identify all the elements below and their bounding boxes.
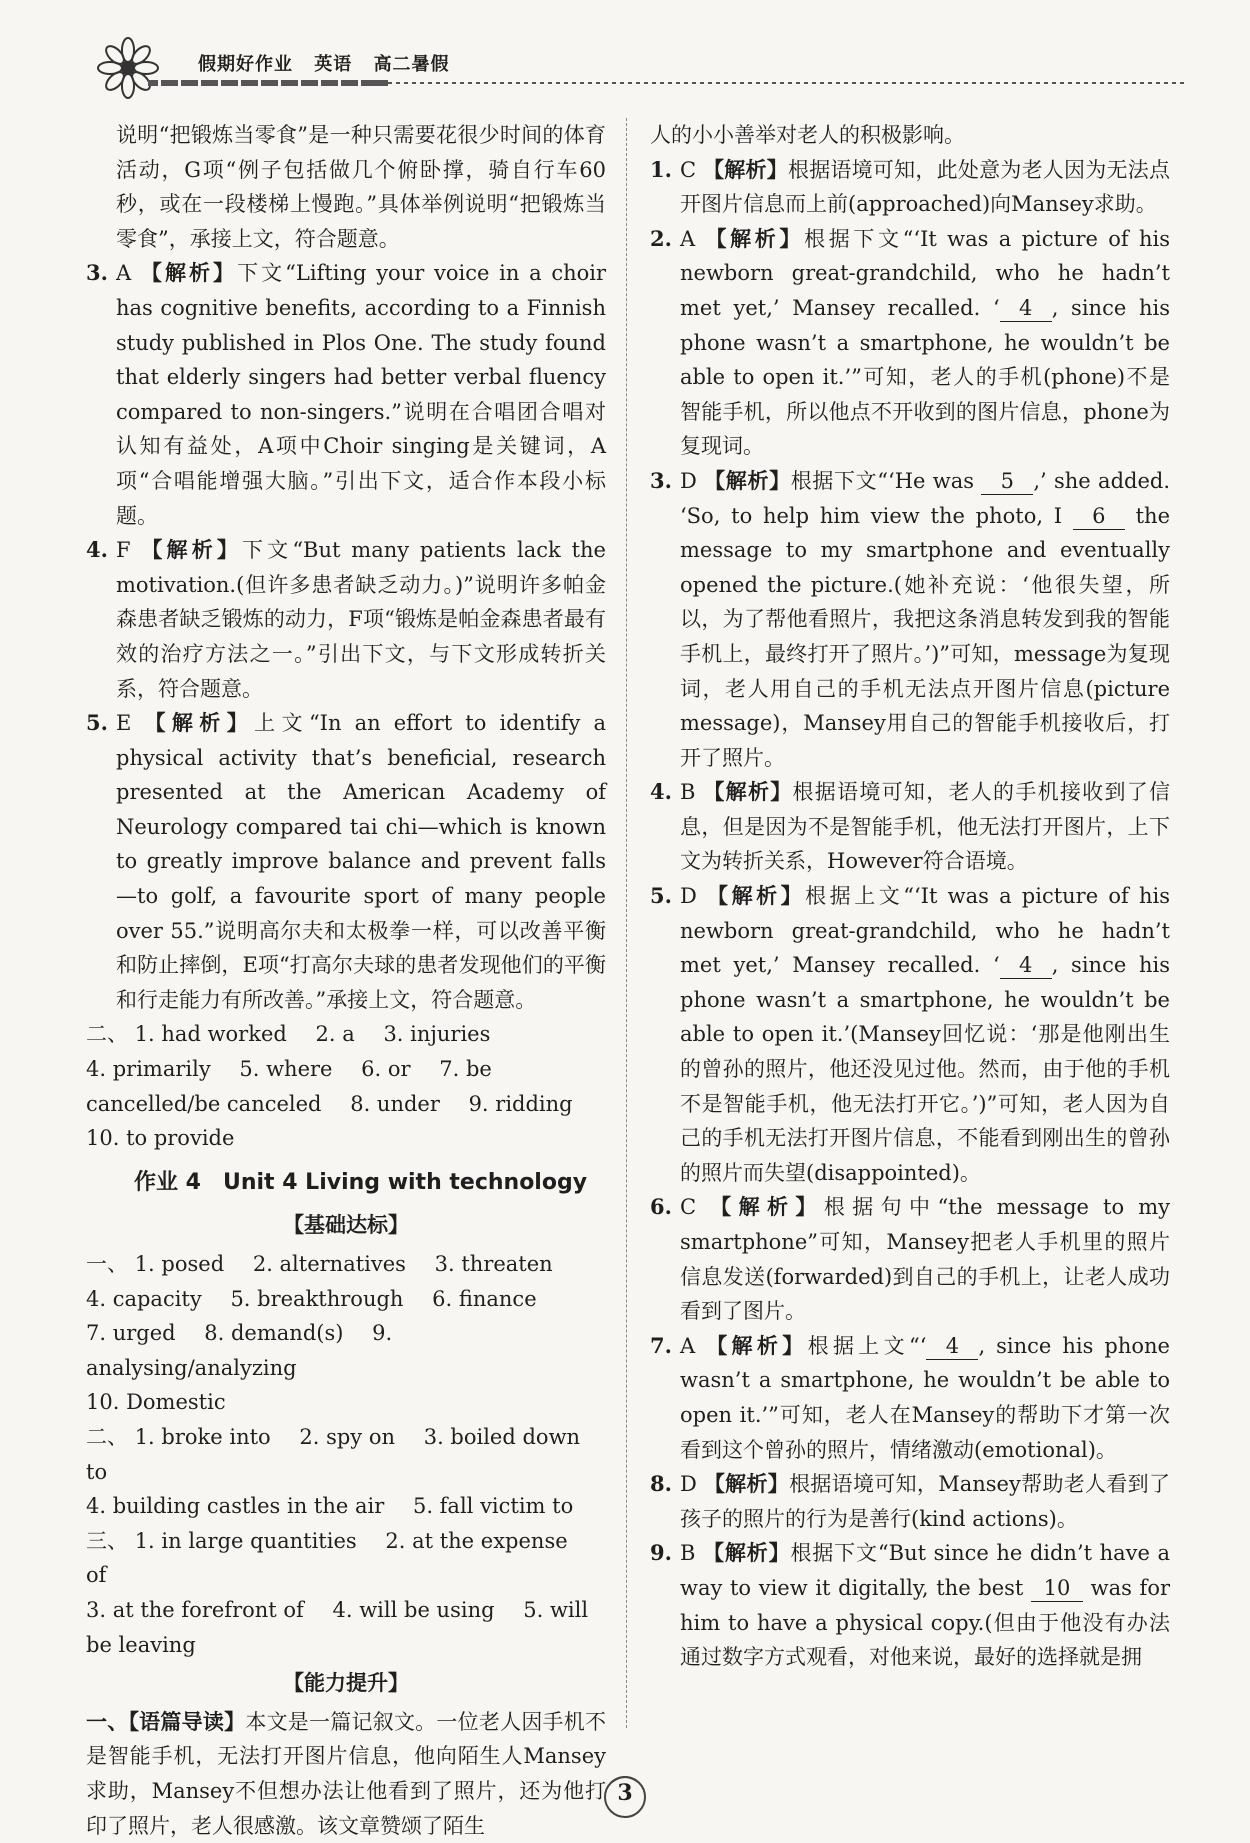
item-tag: 【解析】 [703,156,788,182]
left-item-4 [86,533,606,706]
page-header [88,36,1188,106]
item-number: 4. [86,537,108,563]
item-number: 3. [650,467,672,493]
item-number: 1. [650,156,672,182]
answer: 3. injuries [383,1022,491,1047]
answer: 1. broke into [134,1424,271,1449]
item-tag: 【解析】 [702,1540,791,1566]
part-label: 三、 [86,1528,128,1553]
item-answer: D [680,1472,697,1497]
item-tag: 【解析】 [144,710,255,736]
right-item-1 [650,153,1170,222]
item-answer: C [680,157,697,182]
blank-number: 4 [926,1333,978,1360]
item-text: was for him to have a physical copy.(但由于他没有办法通过数字方式观看，对他来说，最好的选择就是拥 [680,1575,1171,1670]
basic-3-answers [86,1524,606,1662]
item-text: 根据下文“But since he didn’t have a way to view it digitally, the best [680,1541,1171,1600]
page-number-text: 3 [617,1780,633,1806]
right-item-3 [650,464,1170,775]
column-divider [626,118,627,1728]
answer: 4. will be using [332,1597,495,1622]
item-answer: B [680,780,696,805]
item-tag: 【解析】 [703,779,793,805]
answer: 8. demand(s) [204,1321,344,1346]
item-answer: D [680,884,697,909]
answer: 10. Domestic [86,1390,226,1415]
item-text: 根据语境可知，Mansey帮助老人看到了孩子的照片的行为是善行(kind actions)。 [680,1472,1170,1531]
answer: 3. boiled down to [86,1424,581,1484]
reading-text: 本文是一篇记叙文。一位老人因手机不是智能手机，无法打开图片信息，他向陌生人Mansey求助，Mansey不但想办法让他看到了照片，还为他打印了照片，老人很感激。该文章赞颂了陌生 [86,1709,607,1838]
item-text: 根据语境可知，此处意为老人因为无法点开图片信息而上前(approached)向Mansey求助。 [680,157,1170,217]
answer: 2. spy on [299,1424,396,1449]
header-rule [88,78,1188,88]
item-text: , since his phone wasn’t a smartphone, he wouldn’t be able to open it.’(Mansey回忆说：‘那是他刚出生的曾孙的照片，他还没见过他。然而，由于他的手机不是智能手机，他无法打开它。’)”可知，老人因为自己的手机无法打开图片信息，不能看到刚出生的曾孙的照片而失望(disappointed)。 [680,953,1170,1185]
item-text: 下文“Lifting your voice in a choir has cognitive benefits, according to a Finnish study published in Plos One. The study found that elderly singers had better verbal fluency compared to non-singers.”说明在合唱团合唱对认知有益处，A项中Choir singing是关键词，A项“合唱能增强大脑。”引出下文，适合作本段小标题。 [116,261,607,528]
header-title [198,50,464,76]
blank-number: 10 [1031,1575,1083,1602]
right-intro: 人的小小善举对老人的积极影响。 [650,123,965,147]
reading-label: 一、【语篇导读】 [86,1708,246,1734]
part-label: 二、 [86,1022,128,1047]
answer: 10. to provide [86,1126,235,1151]
book-name: 假期好作业 [198,54,293,75]
item-text: 下文“But many patients lack the motivation.(但许多患者缺乏动力。)”说明许多帕金森患者缺乏锻炼的动力，F项“锻炼是帕金森患者最有效的治疗方法之一。”引出下文，与下文形成转折关系，符合题意。 [116,538,606,701]
part-label: 一、 [86,1252,128,1276]
item-text: 根据下文“‘He was [790,468,982,493]
answer: 6. or [361,1057,411,1082]
blank-number: 4 [1000,952,1052,979]
item-number: 7. [650,1332,672,1358]
left-item-5 [86,706,606,1017]
answer: 3. at the forefront of [86,1597,304,1622]
item-text: , since his phone wasn’t a smartphone, he wouldn’t be able to open it.’”可知，老人在Mansey的帮助下才第一次看到这个曾孙的照片，情绪激动(emotional)。 [680,1333,1170,1462]
item-answer: F [116,538,131,563]
part2-answers [86,1017,606,1155]
answer: 4. capacity [86,1286,202,1311]
item-text: 根据上文“‘ [807,1333,927,1358]
answer: 9. ridding [468,1091,573,1116]
right-column [650,118,1170,1675]
item-number: 2. [650,225,672,251]
answer: 5. fall victim to [412,1494,574,1519]
right-item-4 [650,775,1170,879]
answer: 4. building castles in the air [86,1494,385,1519]
item-tag: 【解析】 [710,1194,824,1220]
answer: 7. be cancelled/be canceled [86,1057,492,1116]
answer: 7. urged [86,1321,176,1346]
item-tag: 【解析】 [704,467,791,493]
basic-title: 【基础达标】 [283,1213,409,1238]
right-item-9 [650,1536,1170,1674]
right-item-8 [650,1467,1170,1536]
grade-name: 高二暑假 [373,54,450,75]
item-tag: 【解析】 [703,1471,790,1497]
item-answer: A [116,261,132,286]
flower-logo-icon [88,36,168,106]
right-item-6 [650,1190,1170,1328]
item-number: 3. [86,260,108,286]
answer: 5. breakthrough [230,1286,404,1311]
item-number: 5. [650,883,672,909]
answer: 2. a [315,1022,355,1047]
item-answer: C [680,1195,697,1220]
right-item-2 [650,222,1170,464]
left-intro: 说明“把锻炼当零食”是一种只需要花很少时间的体育活动，G项“例子包括做几个俯卧撑，骑自行车60秒，或在一段楼梯上慢跑。”具体举例说明“把锻炼当零食”，承接上文，符合题意。 [116,123,606,251]
answer: 8. under [350,1091,440,1116]
subject-name: 英语 [314,54,353,75]
item-tag: 【解析】 [141,537,243,563]
left-item-3 [86,256,606,533]
section-title: 作业 4 Unit 4 Living with technology [134,1169,588,1195]
answer: 1. in large quantities [134,1528,357,1553]
part-label: 二、 [86,1424,128,1449]
item-text: , since his phone wasn’t a smartphone, he wouldn’t be able to open it.’”可知，老人的手机(phone)不是智能手机，所以他点不开收到的图片信息，phone为复现词。 [680,295,1170,459]
item-number: 5. [86,710,108,736]
answer: 1. had worked [134,1022,287,1047]
item-answer: E [116,711,132,736]
item-answer: B [680,1541,696,1566]
blank-number: 6 [1073,503,1125,530]
item-text: 根据上文“‘It was a picture of his newborn great-grandchild, who he hadn’t met yet,’ Mansey recalled. ‘ [680,884,1170,978]
item-tag: 【解析】 [140,260,238,286]
answer: 5. will be leaving [86,1597,589,1657]
item-number: 6. [650,1194,672,1220]
left-column [86,118,606,1843]
reading-guide [86,1705,606,1843]
item-answer: D [680,468,697,493]
item-text: 根据下文“‘It was a picture of his newborn great-grandchild, who he hadn’t met yet,’ Mansey recalled. ‘ [680,226,1170,320]
item-tag: 【解析】 [705,225,805,251]
item-text: 上文“In an effort to identify a physical activity that’s beneficial, research presented at the American Academy of Neurology compared tai chi—which is known to greatly improve balance and prevent falls—to golf, a favourite sport of many people over 55.”说明高尔夫和太极拳一样，可以改善平衡和防止摔倒，E项“打高尔夫球的患者发现他们的平衡和行走能力有所改善。”承接上文，符合题意。 [116,711,606,1012]
item-text: ,’ she added. ‘So, to help him view the photo, I [680,468,1171,528]
item-text: the message to my smartphone and eventually opened the picture.(她补充说：‘他很失望，所以，为了帮他看照片，我把这条消息转发到我的智能手机上，最终打开了照片。’)”可知，message为复现词，老人用自己的手机无法点开图片信息(picture message)，Mansey用自己的智能手机接收后，打开了照片。 [680,503,1170,770]
answer: 3. threaten [434,1252,553,1276]
item-answer: A [680,1333,696,1358]
item-answer: A [680,226,696,251]
basic-1-answers [86,1247,606,1420]
ability-title: 【能力提升】 [283,1671,409,1696]
right-item-7 [650,1329,1170,1467]
item-tag: 【解析】 [707,883,806,909]
item-text: 根据句中“the message to my smartphone”可知，Mansey把老人手机里的照片信息发送(forwarded)到自己的手机上，让老人成功看到了图片。 [680,1195,1170,1324]
item-tag: 【解析】 [706,1332,808,1358]
item-number: 4. [650,779,672,805]
answer: 6. finance [432,1286,537,1311]
item-number: 8. [650,1471,672,1497]
item-text: 根据语境可知，老人的手机接收到了信息，但是因为不是智能手机，他无法打开图片，上下文为转折关系，However符合语境。 [680,780,1171,874]
right-item-5 [650,879,1170,1190]
item-number: 9. [650,1540,672,1566]
blank-number: 5 [981,468,1033,495]
answer: 2. alternatives [252,1252,406,1276]
answer: 2. at the expense of [86,1528,568,1588]
basic-2-answers [86,1420,606,1524]
answer: 1. posed [134,1252,225,1276]
blank-number: 4 [1000,295,1052,322]
page-number [600,1772,650,1822]
answer: 4. primarily [86,1057,211,1082]
answer: 5. where [239,1057,333,1082]
answer: 9. analysing/analyzing [86,1321,393,1380]
